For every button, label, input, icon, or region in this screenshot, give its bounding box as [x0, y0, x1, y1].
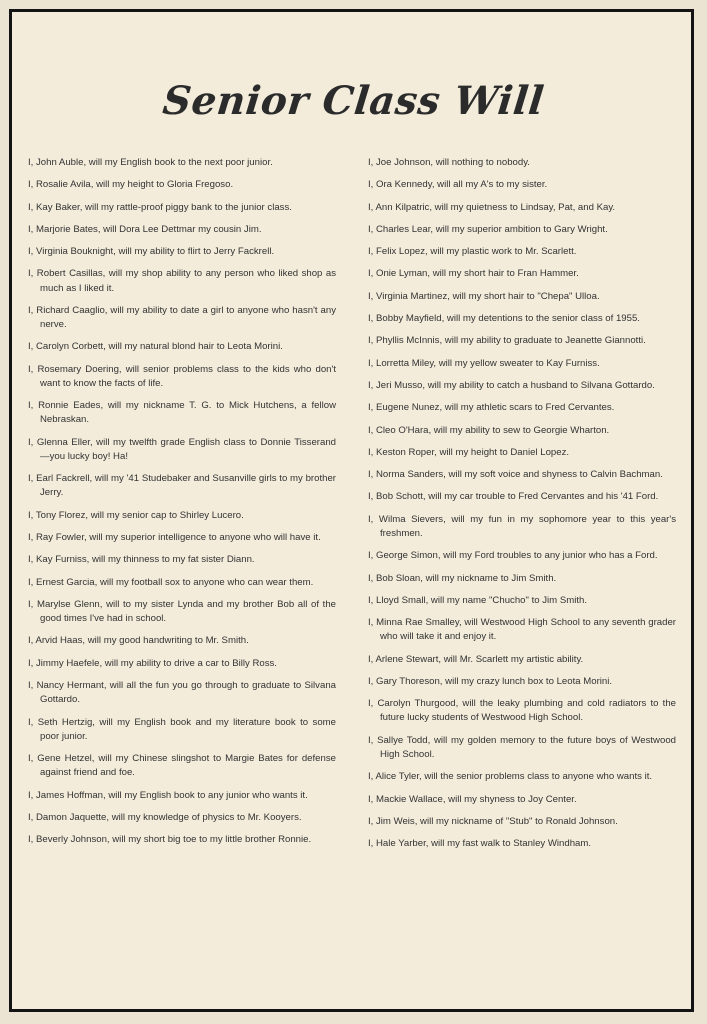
will-entry: I, Marylse Glenn, will to my sister Lynda and my brother Bob all of the good times I've had in school.: [28, 598, 336, 625]
will-entry: I, Sallye Todd, will my golden memory to the future boys of Westwood High School.: [368, 734, 676, 760]
left-column: [28, 156, 336, 855]
will-entry: I, Gary Thoreson, will my crazy lunch box to Leota Morini.: [368, 675, 613, 687]
will-entry: I, Kay Baker, will my rattle-proof piggy bank to the junior class.: [28, 201, 292, 213]
will-entry: I, Rosemary Doering, will senior problems class to the kids who don't want to know the facts of life.: [28, 363, 336, 389]
will-entry: I, Virginia Bouknight, will my ability to flirt to Jerry Fackrell.: [28, 246, 275, 258]
will-entry: I, Ann Kilpatric, will my quietness to Lindsay, Pat, and Kay.: [368, 201, 616, 213]
will-entry: I, Wilma Sievers, will my fun in my sophomore year to this year's freshmen.: [368, 513, 676, 539]
will-entry: I, Robert Casillas, will my shop ability to any person who liked shop as much as I liked it.: [28, 268, 336, 294]
will-entry: I, Phyllis McInnis, will my ability to graduate to Jeanette Giannotti.: [368, 335, 646, 347]
page-title: Senior Class Will: [160, 78, 547, 124]
will-entry: I, Jim Weis, will my nickname of "Stub" to Ronald Johnson.: [368, 815, 618, 827]
will-entry: I, Glenna Eller, will my twelfth grade English class to Donnie Tisserand—you lucky boy! Ha!: [28, 436, 336, 462]
will-entry: I, Rosalie Avila, will my height to Gloria Fregoso.: [28, 179, 234, 191]
will-entry: I, James Hoffman, will my English book to any junior who wants it.: [28, 789, 308, 801]
will-entry: I, Mackie Wallace, will my shyness to Joy Center.: [368, 793, 577, 805]
will-entry: I, Earl Fackrell, will my '41 Studebaker and Susanville girls to my brother Jerry.: [28, 473, 336, 499]
will-entry: I, Lorretta Miley, will my yellow sweater to Kay Furniss.: [368, 357, 600, 369]
will-entry: I, Norma Sanders, will my soft voice and shyness to Calvin Bachman.: [368, 469, 663, 481]
will-entry: I, Charles Lear, will my superior ambition to Gary Wright.: [368, 223, 608, 235]
will-entry: I, Bob Sloan, will my nickname to Jim Smith.: [368, 572, 557, 584]
will-entry: I, Gene Hetzel, will my Chinese slingshot to Margie Bates for defense against friend and foe.: [28, 753, 336, 779]
will-entry: I, John Auble, will my English book to the next poor junior.: [28, 157, 273, 168]
will-entry: I, Carolyn Thurgood, will the leaky plumbing and cold radiators to the future lucky students of Westwood High School.: [368, 698, 676, 724]
will-entry: I, Onie Lyman, will my short hair to Fran Hammer.: [368, 268, 579, 280]
will-entry: I, Eugene Nunez, will my athletic scars to Fred Cervantes.: [368, 402, 615, 414]
will-entry: I, Lloyd Small, will my name "Chucho" to Jim Smith.: [368, 594, 588, 606]
will-entry: I, Ronnie Eades, will my nickname T. G. to Mick Hutchens, a fellow Nebraskan.: [28, 400, 336, 426]
will-entry: I, Alice Tyler, will the senior problems class to anyone who wants it.: [368, 771, 653, 783]
will-entry: I, Beverly Johnson, will my short big toe to my little brother Ronnie.: [28, 834, 312, 846]
will-entry: I, Marjorie Bates, will Dora Lee Dettmar my cousin Jim.: [28, 223, 262, 235]
will-entry: I, Seth Hertzig, will my English book and my literature book to some poor junior.: [28, 716, 336, 742]
will-entry: I, Bobby Mayfield, will my detentions to the senior class of 1955.: [368, 313, 640, 325]
will-entry: I, Ora Kennedy, will all my A's to my sister.: [368, 179, 548, 191]
will-entry: I, Felix Lopez, will my plastic work to Mr. Scarlett.: [368, 246, 577, 258]
will-entry: I, Ernest Garcia, will my football sox to anyone who can wear them.: [28, 576, 314, 588]
will-entry: I, Arvid Haas, will my good handwriting to Mr. Smith.: [28, 635, 249, 647]
will-entry: I, Damon Jaquette, will my knowledge of physics to Mr. Kooyers.: [28, 811, 302, 823]
will-entry: I, Kay Furniss, will my thinness to my fat sister Diann.: [28, 554, 255, 566]
will-entry: I, Jimmy Haefele, will my ability to drive a car to Billy Ross.: [28, 657, 277, 669]
will-entry: I, Arlene Stewart, will Mr. Scarlett my artistic ability.: [368, 653, 584, 665]
will-entry: I, Virginia Martinez, will my short hair to "Chepa" Ulloa.: [368, 290, 600, 302]
will-entry: I, Keston Roper, will my height to Daniel Lopez.: [368, 446, 570, 458]
will-entry: I, Ray Fowler, will my superior intelligence to anyone who will have it.: [28, 532, 321, 544]
will-entry: I, Bob Schott, will my car trouble to Fred Cervantes and his '41 Ford.: [368, 491, 659, 503]
will-entry: I, Cleo O'Hara, will my ability to sew to Georgie Wharton.: [368, 424, 610, 436]
will-entry: I, Joe Johnson, will nothing to nobody.: [368, 157, 530, 168]
will-entry: I, Richard Caaglio, will my ability to date a girl to anyone who hasn't any nerve.: [28, 304, 336, 331]
right-column: [368, 156, 676, 859]
will-entry: I, Hale Yarber, will my fast walk to Stanley Windham.: [368, 838, 592, 850]
will-entry: I, Jeri Musso, will my ability to catch a husband to Silvana Gottardo.: [368, 379, 655, 391]
will-entry: I, Nancy Hermant, will all the fun you go through to graduate to Silvana Gottardo.: [28, 680, 336, 706]
will-entry: I, Minna Rae Smalley, will Westwood High School to any seventh grader who will take it and enjoy it.: [368, 617, 676, 643]
will-entry: I, Carolyn Corbett, will my natural blond hair to Leota Morini.: [28, 341, 283, 353]
will-entry: I, George Simon, will my Ford troubles to any junior who has a Ford.: [368, 550, 658, 562]
will-entry: I, Tony Florez, will my senior cap to Shirley Lucero.: [28, 509, 244, 521]
